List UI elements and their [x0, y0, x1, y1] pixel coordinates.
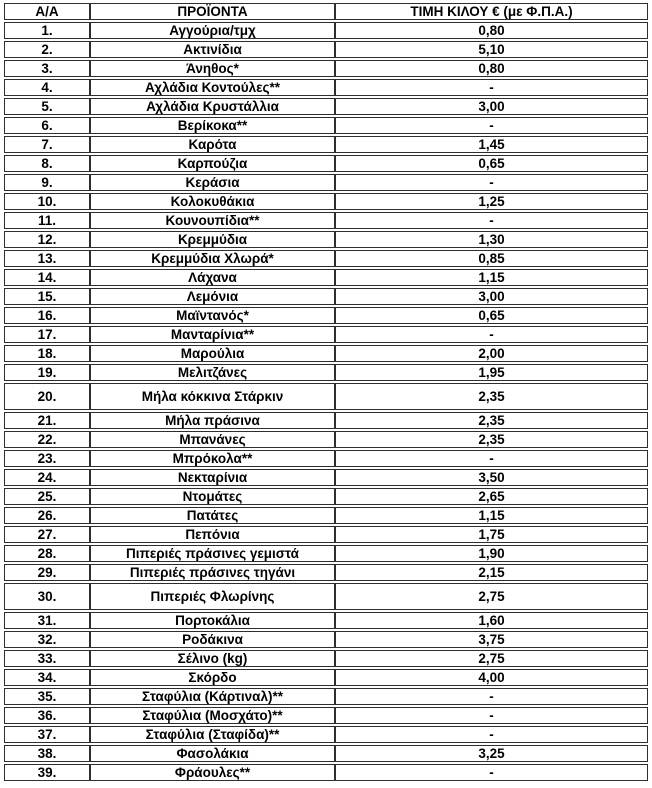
table-row [4, 764, 648, 781]
row-number-cell: 32. [4, 631, 90, 648]
price-cell: - [335, 764, 648, 781]
price-cell: 3,00 [335, 288, 648, 305]
price-cell: 1,90 [335, 545, 648, 562]
product-cell: Κεράσια [90, 174, 335, 191]
col-header-product: ΠΡΟΪΟΝΤΑ [90, 3, 335, 20]
price-cell: 2,35 [335, 412, 648, 429]
product-cell: Φασολάκια [90, 745, 335, 762]
row-number-cell: 28. [4, 545, 90, 562]
product-cell: Μπρόκολα** [90, 450, 335, 467]
row-number-cell: 31. [4, 612, 90, 629]
table-row [4, 22, 648, 39]
row-number-cell: 10. [4, 193, 90, 210]
row-number-cell: 6. [4, 117, 90, 134]
row-number-cell: 22. [4, 431, 90, 448]
table-row [4, 41, 648, 58]
table-row [4, 60, 648, 77]
product-cell: Λεμόνια [90, 288, 335, 305]
product-cell: Μαρούλια [90, 345, 335, 362]
header-row [4, 3, 648, 20]
table-row [4, 526, 648, 543]
row-number-cell: 33. [4, 650, 90, 667]
row-number-cell: 16. [4, 307, 90, 324]
price-cell: - [335, 117, 648, 134]
table-row [4, 117, 648, 134]
product-cell: Αχλάδια Κοντούλες** [90, 79, 335, 96]
price-cell: 1,15 [335, 269, 648, 286]
row-number-cell: 25. [4, 488, 90, 505]
product-cell: Φράουλες** [90, 764, 335, 781]
table-row [4, 345, 648, 362]
table-row [4, 583, 648, 610]
row-number-cell: 5. [4, 98, 90, 115]
price-cell: 0,65 [335, 307, 648, 324]
row-number-cell: 23. [4, 450, 90, 467]
table-row [4, 707, 648, 724]
product-cell: Καρότα [90, 136, 335, 153]
product-cell: Κολοκυθάκια [90, 193, 335, 210]
price-cell: 2,15 [335, 564, 648, 581]
product-cell: Κρεμμύδια [90, 231, 335, 248]
table-row [4, 469, 648, 486]
row-number-cell: 17. [4, 326, 90, 343]
col-header-price: ΤΙΜΗ ΚΙΛΟΥ € (με Φ.Π.Α.) [335, 3, 648, 20]
row-number-cell: 26. [4, 507, 90, 524]
product-cell: Μπανάνες [90, 431, 335, 448]
price-cell: 3,25 [335, 745, 648, 762]
row-number-cell: 4. [4, 79, 90, 96]
product-cell: Μελιτζάνες [90, 364, 335, 381]
price-cell: 2,00 [335, 345, 648, 362]
product-cell: Ντομάτες [90, 488, 335, 505]
price-cell: 1,45 [335, 136, 648, 153]
price-cell: - [335, 212, 648, 229]
price-cell: - [335, 326, 648, 343]
row-number-cell: 13. [4, 250, 90, 267]
row-number-cell: 21. [4, 412, 90, 429]
row-number-cell: 29. [4, 564, 90, 581]
table-row [4, 650, 648, 667]
price-cell: - [335, 707, 648, 724]
price-cell: 0,65 [335, 155, 648, 172]
row-number-cell: 20. [4, 383, 90, 410]
table-row [4, 364, 648, 381]
row-number-cell: 8. [4, 155, 90, 172]
product-cell: Ροδάκινα [90, 631, 335, 648]
row-number-cell: 38. [4, 745, 90, 762]
price-cell: 1,15 [335, 507, 648, 524]
product-cell: Πατάτες [90, 507, 335, 524]
row-number-cell: 9. [4, 174, 90, 191]
price-cell: 1,75 [335, 526, 648, 543]
row-number-cell: 18. [4, 345, 90, 362]
product-cell: Νεκταρίνια [90, 469, 335, 486]
row-number-cell: 35. [4, 688, 90, 705]
row-number-cell: 2. [4, 41, 90, 58]
row-number-cell: 27. [4, 526, 90, 543]
price-cell: 4,00 [335, 669, 648, 686]
product-cell: Σταφύλια (Μοσχάτο)** [90, 707, 335, 724]
table-row [4, 326, 648, 343]
table-row [4, 383, 648, 410]
product-cell: Σταφύλια (Σταφίδα)** [90, 726, 335, 743]
price-cell: - [335, 174, 648, 191]
price-cell: 1,95 [335, 364, 648, 381]
table-row [4, 288, 648, 305]
table-row [4, 79, 648, 96]
row-number-cell: 39. [4, 764, 90, 781]
row-number-cell: 1. [4, 22, 90, 39]
table-row [4, 412, 648, 429]
row-number-cell: 34. [4, 669, 90, 686]
price-cell: - [335, 79, 648, 96]
price-cell: 1,25 [335, 193, 648, 210]
price-cell: 1,60 [335, 612, 648, 629]
table-row [4, 231, 648, 248]
table-row [4, 193, 648, 210]
row-number-cell: 14. [4, 269, 90, 286]
price-cell: 2,75 [335, 583, 648, 610]
product-cell: Πιπεριές Φλωρίνης [90, 583, 335, 610]
row-number-cell: 37. [4, 726, 90, 743]
product-cell: Μήλα πράσινα [90, 412, 335, 429]
price-cell: 0,80 [335, 60, 648, 77]
product-cell: Ακτινίδια [90, 41, 335, 58]
product-cell: Πεπόνια [90, 526, 335, 543]
price-cell: 2,35 [335, 431, 648, 448]
product-cell: Αγγούρια/τμχ [90, 22, 335, 39]
product-cell: Αχλάδια Κρυστάλλια [90, 98, 335, 115]
table-row [4, 507, 648, 524]
table-row [4, 450, 648, 467]
product-cell: Καρπούζια [90, 155, 335, 172]
table-row [4, 488, 648, 505]
col-header-index: Α/Α [4, 3, 90, 20]
price-table [4, 1, 648, 783]
price-cell: - [335, 450, 648, 467]
table-row [4, 174, 648, 191]
price-cell: 0,80 [335, 22, 648, 39]
product-cell: Λάχανα [90, 269, 335, 286]
product-cell: Πορτοκάλια [90, 612, 335, 629]
product-cell: Σταφύλια (Κάρτιναλ)** [90, 688, 335, 705]
row-number-cell: 30. [4, 583, 90, 610]
price-cell: 2,75 [335, 650, 648, 667]
price-cell: - [335, 688, 648, 705]
table-row [4, 612, 648, 629]
row-number-cell: 7. [4, 136, 90, 153]
price-cell: 0,85 [335, 250, 648, 267]
product-cell: Σέλινο (kg) [90, 650, 335, 667]
product-cell: Πιπεριές πράσινες τηγάνι [90, 564, 335, 581]
table-row [4, 307, 648, 324]
table-row [4, 545, 648, 562]
table-row [4, 688, 648, 705]
price-cell: 2,65 [335, 488, 648, 505]
table-row [4, 745, 648, 762]
price-cell: 3,00 [335, 98, 648, 115]
row-number-cell: 3. [4, 60, 90, 77]
row-number-cell: 15. [4, 288, 90, 305]
row-number-cell: 12. [4, 231, 90, 248]
row-number-cell: 19. [4, 364, 90, 381]
product-cell: Άνηθος* [90, 60, 335, 77]
table-body [4, 22, 648, 781]
product-cell: Βερίκοκα** [90, 117, 335, 134]
price-cell: 5,10 [335, 41, 648, 58]
table-row [4, 669, 648, 686]
price-cell: - [335, 726, 648, 743]
product-cell: Μήλα κόκκινα Στάρκιν [90, 383, 335, 410]
table-row [4, 431, 648, 448]
product-cell: Σκόρδο [90, 669, 335, 686]
table-row [4, 269, 648, 286]
table-row [4, 136, 648, 153]
row-number-cell: 36. [4, 707, 90, 724]
table-row [4, 631, 648, 648]
price-cell: 3,75 [335, 631, 648, 648]
product-cell: Πιπεριές πράσινες γεμιστά [90, 545, 335, 562]
price-cell: 2,35 [335, 383, 648, 410]
price-cell: 1,30 [335, 231, 648, 248]
table-row [4, 212, 648, 229]
product-cell: Μανταρίνια** [90, 326, 335, 343]
product-cell: Κουνουπίδια** [90, 212, 335, 229]
product-cell: Μαϊντανός* [90, 307, 335, 324]
product-cell: Κρεμμύδια Χλωρά* [90, 250, 335, 267]
table-row [4, 155, 648, 172]
row-number-cell: 24. [4, 469, 90, 486]
row-number-cell: 11. [4, 212, 90, 229]
table-row [4, 250, 648, 267]
price-cell: 3,50 [335, 469, 648, 486]
table-row [4, 564, 648, 581]
table-row [4, 726, 648, 743]
table-row [4, 98, 648, 115]
